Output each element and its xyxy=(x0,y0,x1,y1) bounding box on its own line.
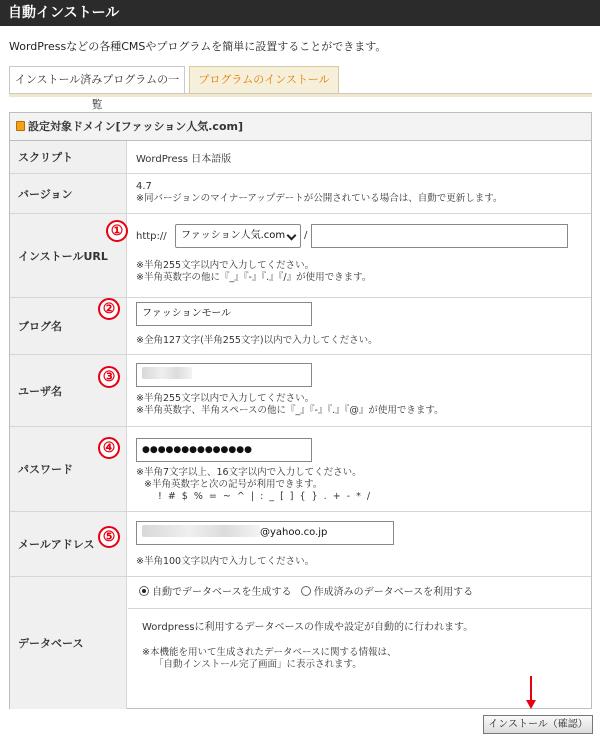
arrowhead-icon xyxy=(526,700,536,709)
row-password xyxy=(10,427,591,512)
tab-installed-programs[interactable]: インストール済みプログラムの一覧 xyxy=(9,66,185,93)
password-label: パスワード xyxy=(10,427,127,511)
username-label: ユーザ名 xyxy=(10,355,127,426)
row-email xyxy=(10,512,591,577)
step-marker-2: ② xyxy=(98,298,120,320)
page-description: WordPressなどの各種CMSやプログラムを簡単に設置することができます。 xyxy=(9,40,387,53)
database-info-text: Wordpressに利用するデータベースの作成や設定が自動的に行われます。 xyxy=(142,622,474,633)
radio-icon xyxy=(301,586,311,596)
install-path-input[interactable] xyxy=(311,224,568,248)
database-cell xyxy=(128,577,591,709)
username-input[interactable] xyxy=(136,363,312,387)
panel-heading-text: 設定対象ドメイン[ファッション人気.com] xyxy=(28,120,244,133)
username-cell xyxy=(128,355,591,426)
database-info-note-1: ※本機能を用いて生成されたデータベースに関する情報は、 xyxy=(142,647,397,658)
tab-bar xyxy=(9,66,592,111)
email-cell xyxy=(128,512,591,576)
install-url-cell xyxy=(128,214,591,297)
row-version xyxy=(10,174,591,214)
url-slash: / xyxy=(304,230,308,241)
version-note: ※同バージョンのマイナーアップデートが公開されている場合は、自動で更新します。 xyxy=(136,193,503,204)
row-database xyxy=(10,577,591,709)
database-info-note-2: 「自動インストール完了画面」に表示されます。 xyxy=(154,659,362,670)
arrow-down-icon xyxy=(530,676,532,702)
version-cell xyxy=(128,174,591,213)
install-confirm-button[interactable]: インストール（確認） xyxy=(483,715,593,734)
install-url-note-2: ※半角英数字の他に『_』『-』『.』『/』が使用できます。 xyxy=(136,272,372,283)
step-marker-3: ③ xyxy=(98,366,120,388)
db-option-existing-label: 作成済みのデータベースを利用する xyxy=(313,587,474,598)
password-note-2: ※半角英数字と次の記号が利用できます。 xyxy=(144,479,323,490)
blog-name-note: ※全角127文字(半角255文字)以内で入力してください。 xyxy=(136,335,378,346)
blog-name-cell xyxy=(128,298,591,354)
step-marker-4: ④ xyxy=(98,437,120,459)
email-label: メールアドレス xyxy=(10,512,127,576)
version-label: バージョン xyxy=(10,174,127,213)
script-value: WordPress 日本語版 xyxy=(136,153,232,165)
email-domain: @yahoo.co.jp xyxy=(260,527,328,538)
blog-name-input[interactable]: ファッションモール xyxy=(136,302,312,326)
password-cell xyxy=(128,427,591,511)
radio-selected-icon xyxy=(139,586,149,596)
domain-icon xyxy=(16,121,25,131)
tab-underline xyxy=(9,93,592,97)
install-url-notes xyxy=(136,260,371,284)
url-scheme: http:// xyxy=(136,231,167,242)
database-info xyxy=(128,609,591,671)
username-notes xyxy=(136,393,444,417)
step-marker-5: ⑤ xyxy=(98,526,120,548)
script-label: スクリプト xyxy=(10,141,127,173)
db-option-auto-label: 自動でデータベースを生成する xyxy=(152,587,292,598)
redacted-email xyxy=(142,525,260,537)
row-script xyxy=(10,141,591,174)
window-title: 自動インストール xyxy=(0,0,600,26)
domain-select[interactable] xyxy=(175,224,301,248)
email-input[interactable] xyxy=(136,521,394,545)
install-url-note-1: ※半角255文字以内で入力してください。 xyxy=(136,260,315,271)
database-options xyxy=(128,577,591,609)
version-value: 4.7 xyxy=(136,181,152,192)
database-label: データベース xyxy=(10,577,127,709)
chevron-down-icon xyxy=(287,231,297,241)
step-marker-1: ① xyxy=(106,220,128,242)
password-input[interactable]: ●●●●●●●●●●●●●● xyxy=(136,438,312,462)
username-note-1: ※半角255文字以内で入力してください。 xyxy=(136,393,315,404)
blog-name-label: ブログ名 xyxy=(10,298,127,354)
email-note: ※半角100文字以内で入力してください。 xyxy=(136,556,315,567)
password-notes xyxy=(136,467,370,503)
install-form-panel xyxy=(9,112,592,709)
db-option-auto[interactable] xyxy=(139,587,292,598)
username-note-2: ※半角英数字、半角スペースの他に『_』『-』『.』『@』が使用できます。 xyxy=(136,405,444,416)
password-note-1: ※半角7文字以上、16文字以内で入力してください。 xyxy=(136,467,362,478)
db-option-existing[interactable] xyxy=(301,587,474,598)
row-install-url xyxy=(10,214,591,298)
install-url-label: インストールURL xyxy=(10,214,127,297)
password-symbols: ! # $ % = ~ ^ | : _ [ ] { } . + - * / xyxy=(158,491,371,502)
tab-install-program[interactable]: プログラムのインストール xyxy=(189,66,339,93)
redacted-username xyxy=(142,367,192,379)
panel-heading xyxy=(10,113,591,141)
row-username xyxy=(10,355,591,427)
domain-select-value: ファッション人気.com xyxy=(181,230,286,241)
